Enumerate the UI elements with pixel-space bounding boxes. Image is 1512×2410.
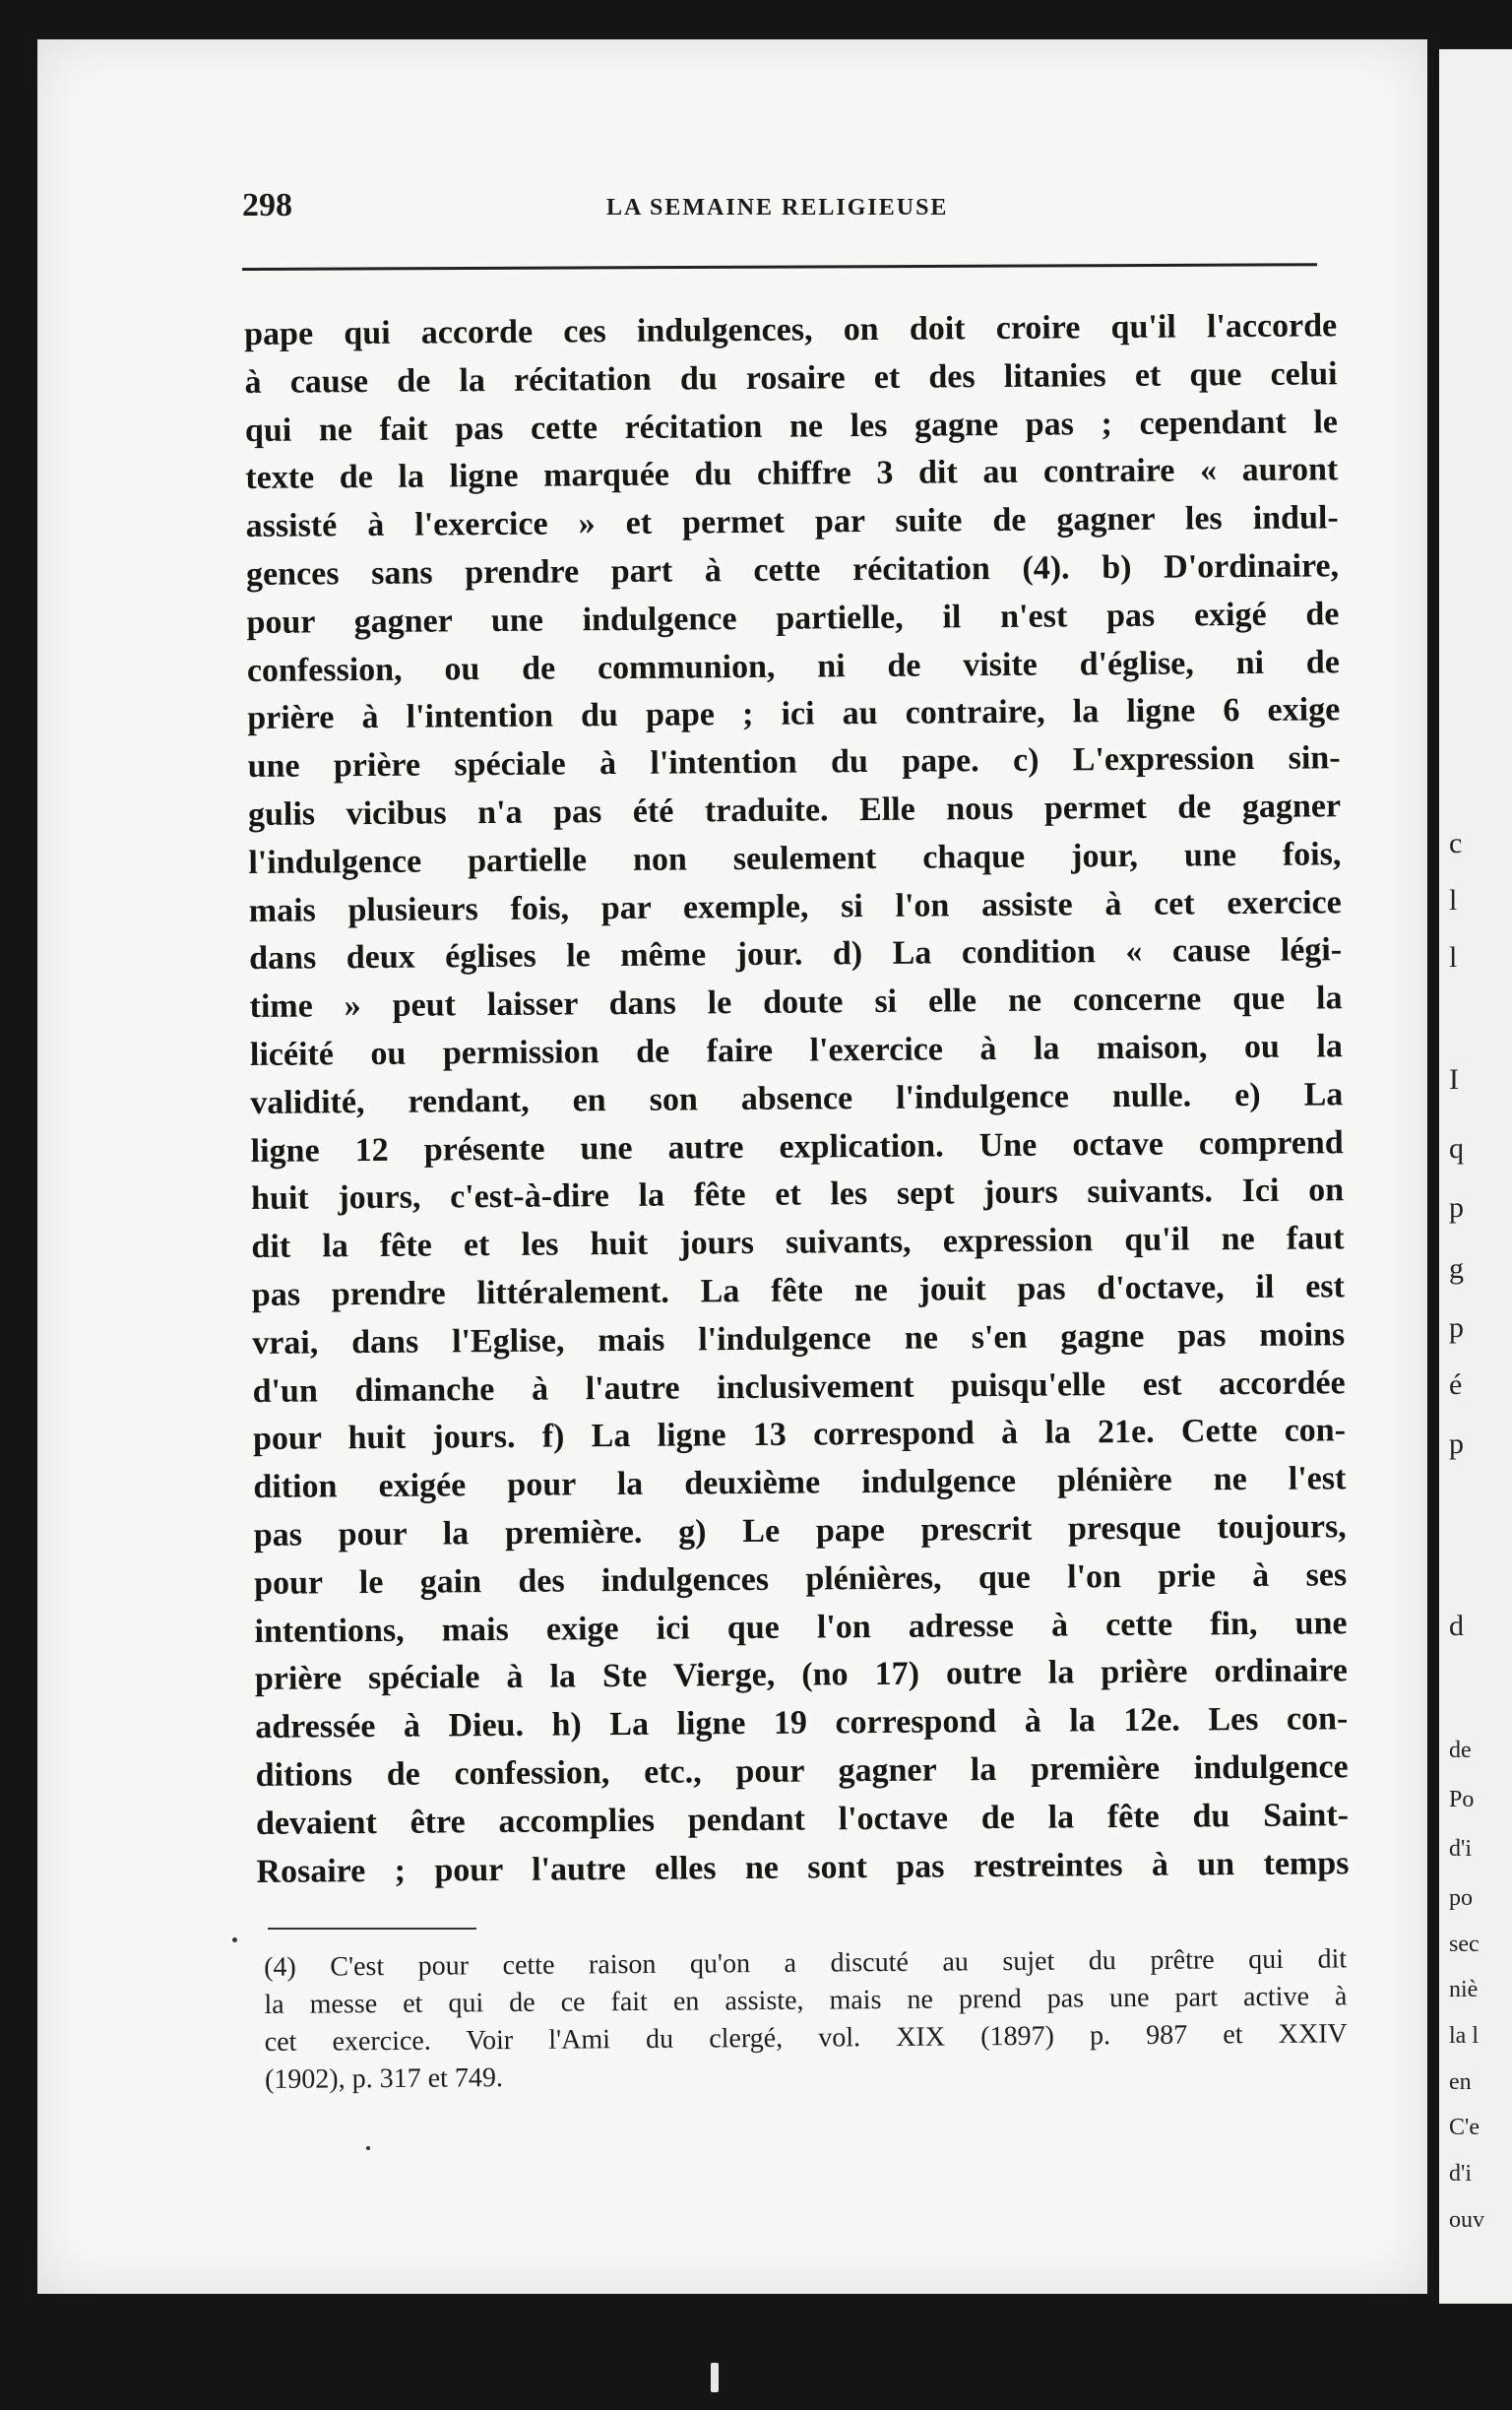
- scan-speck: [232, 1937, 237, 1942]
- text-line: Rosaire ; pour l'autre elles ne sont pas restreintes à un temps: [256, 1844, 1350, 1890]
- text-line: pape qui accorde ces indulgences, on doit croire qu'il l'accorde: [244, 307, 1338, 352]
- text-line: pour le gain des indulgences plénières, que l'on prie à ses: [254, 1555, 1348, 1602]
- text-line: assisté à l'exercice » et permet par suite de gagner les indul-: [245, 499, 1339, 545]
- fragment: p: [1449, 1311, 1464, 1344]
- fragment: Po: [1449, 1787, 1475, 1812]
- text-line: ditions de confession, etc., pour gagner la première indulgence: [255, 1748, 1349, 1794]
- fragment: p: [1449, 1191, 1464, 1224]
- fragment: de: [1449, 1738, 1472, 1763]
- text-line: pas prendre littéralement. La fête ne jouit pas d'octave, il est: [251, 1268, 1345, 1313]
- text-line: ligne 12 présente une autre explication. Une octave comprend: [250, 1123, 1344, 1170]
- text-line: mais plusieurs fois, par exemple, si l'on assiste à cet exercice: [248, 883, 1342, 929]
- text-line: à cause de la récitation du rosaire et des litanies et que celui: [244, 355, 1338, 401]
- text-line: devaient être accomplies pendant l'octave de la fête du Saint-: [255, 1796, 1350, 1842]
- footnote-line: (1902), p. 317 et 749.: [264, 2062, 504, 2095]
- fragment: en: [1449, 2069, 1472, 2095]
- text-line: pas pour la première. g) Le pape prescrit presque toujours,: [253, 1508, 1347, 1554]
- fragment: po: [1449, 1885, 1473, 1911]
- fragment: q: [1449, 1132, 1464, 1165]
- text-line: intentions, mais exige ici que l'on adresse à cette fin, une: [254, 1604, 1348, 1650]
- text-line: gences sans prendre part à cette récitation (4). b) D'ordinaire,: [245, 547, 1340, 593]
- text-line: qui ne fait pas cette récitation ne les gagne pas ; cependant le: [244, 403, 1339, 449]
- text-line: texte de la ligne marquée du chiffre 3 dit au contraire « auront: [245, 451, 1339, 497]
- text-line: licéité ou permission de faire l'exercice à la maison, ou la: [249, 1028, 1344, 1073]
- text-line: dit la fête et les huit jours suivants, expression qu'il ne faut: [251, 1220, 1345, 1266]
- fragment: d: [1449, 1610, 1464, 1642]
- footnote: [264, 1940, 1348, 2099]
- text-line: d'un dimanche à l'autre inclusivement puisqu'elle est accordée: [252, 1364, 1346, 1410]
- text-line: vrai, dans l'Eglise, mais l'indulgence ne s'en gagne pas moins: [252, 1315, 1346, 1362]
- text-line: dans deux églises le même jour. d) La condition « cause légi-: [249, 931, 1343, 978]
- scan-speck: [711, 2363, 719, 2392]
- fragment: l: [1449, 941, 1458, 974]
- text-line: l'indulgence partielle non seulement chaque jour, une fois,: [248, 836, 1342, 881]
- text-line: confession, ou de communion, ni de visite d'église, ni de: [246, 643, 1340, 689]
- fragment: é: [1449, 1368, 1463, 1401]
- page-header: [242, 187, 1345, 226]
- footnote-rule: [268, 1928, 476, 1930]
- fragment: c: [1449, 827, 1463, 859]
- adjacent-page-edge: [1439, 49, 1512, 2304]
- fragment: p: [1449, 1427, 1464, 1460]
- fragment: d'i: [1449, 2161, 1472, 2187]
- footnote-line: la messe et qui de ce fait en assiste, mais ne prend pas une part active à: [264, 1981, 1348, 2020]
- footnote-line: cet exercice. Voir l'Ami du clergé, vol. XIX (1897) p. 987 et XXIV: [264, 2018, 1348, 2058]
- text-line: dition exigée pour la deuxième indulgence plénière ne l'est: [253, 1460, 1347, 1506]
- fragment: C'e: [1449, 2115, 1480, 2140]
- fragment: l: [1449, 884, 1458, 917]
- text-line: pour huit jours. f) La ligne 13 correspond à la 21e. Cette con-: [252, 1412, 1347, 1458]
- text-line: une prière spéciale à l'intention du pape. c) L'expression sin-: [247, 739, 1341, 786]
- fragment: niè: [1449, 1977, 1479, 2002]
- running-title: LA SEMAINE RELIGIEUSE: [606, 195, 949, 221]
- text-line: pour gagner une indulgence partielle, il n'est pas exigé de: [246, 596, 1340, 641]
- fragment: la l: [1449, 2023, 1479, 2049]
- fragment: sec: [1449, 1932, 1480, 1957]
- body-text: [244, 302, 1350, 1896]
- footnote-line: (4) C'est pour cette raison qu'on a discuté au sujet du prêtre qui dit: [264, 1943, 1348, 1983]
- text-line: gulis vicibus n'a pas été traduite. Elle nous permet de gagner: [247, 788, 1342, 833]
- text-line: prière à l'intention du pape ; ici au contraire, la ligne 6 exige: [247, 691, 1341, 737]
- text-line: time » peut laisser dans le doute si elle ne concerne que la: [249, 980, 1343, 1026]
- text-line: huit jours, c'est-à-dire la fête et les sept jours suivants. Ici on: [250, 1172, 1345, 1218]
- text-line: prière spéciale à la Ste Vierge, (no 17) outre la prière ordinaire: [254, 1652, 1349, 1698]
- page-number: 298: [242, 187, 292, 223]
- text-line: adressée à Dieu. h) La ligne 19 correspond à la 12e. Les con-: [255, 1700, 1349, 1746]
- fragment: d'i: [1449, 1836, 1472, 1862]
- fragment: g: [1449, 1252, 1464, 1285]
- text-line: validité, rendant, en son absence l'indulgence nulle. e) La: [250, 1076, 1344, 1121]
- scan-speck: [366, 2146, 370, 2150]
- fragment: ouv: [1449, 2207, 1484, 2233]
- fragment: I: [1449, 1063, 1459, 1096]
